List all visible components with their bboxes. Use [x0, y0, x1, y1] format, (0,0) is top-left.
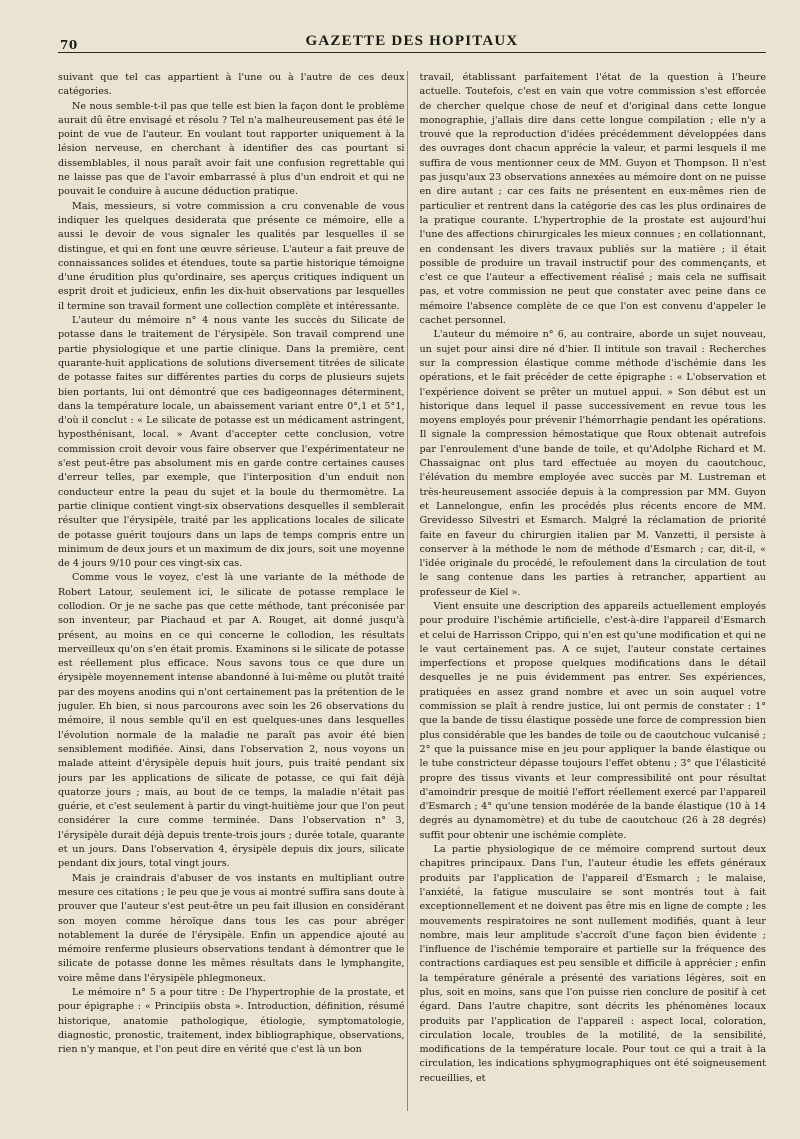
- paragraph: Mais je craindrais d'abuser de vos instants en multipliant outre mesure ces citations ; le peu que je vous ai montré suffira sans doute à prouver que l'auteur s'est peut-être un peu fait illusion en considérant son moyen comme héroïque dans tous les cas pour abréger notablement la durée de l'érysipèle. Enfin un appendice ajouté au mémoire renferme plusieurs observations tendant à démontrer que le silicate de potasse donne les mêmes résultats dans le lymphangite, voire même dans l'érysipèle phlegmoneux.: [58, 872, 405, 984]
- paragraph: travail, établissant parfaitement l'état de la question à l'heure actuelle. Toutefois, c'est en vain que votre commission s'est efforcée de chercher quelque chose de neuf et d'original dans cette longue monographie, j'allais dire dans cette longue compilation ; elle n'y a trouvé que la reproduction d'idées précédemment développées dans des ouvrages dont chacun apprécie la valeur, et parmi lesquels il me suffira de vous mentionner ceux de MM. Guyon et Thompson. Il n'est pas jusqu'aux 23 observations annexées au mémoire dont on ne puisse en dire autant ; car ces faits ne présentent en eux-mêmes rien de particulier et rentrent dans la catégorie des cas les plus ordinaires de la pratique courante. L'hypertrophie de la prostate est aujourd'hui l'une des affections chirurgicales les mieux connues ; en collationnant, en condensant les divers travaux publiés sur la matière ; il était possible de produire un travail instructif pour des commençants, et c'est ce que l'auteur a effectivement réalisé ; mais cela ne suffisait pas, et votre commission ne peut que constater avec peine dans ce mémoire l'absence complète de ce que l'on est convenu d'appeler le cachet personnel.: [419, 72, 766, 327]
- paragraph: Vient ensuite une description des appareils actuellement employés pour produire l'ischémie artificielle, c'est-à-dire l'appareil d'Esmarch et celui de Harrisson Crippo, qui n'en est qu'une modification et qui ne le vaut certainement pas. A ce sujet, l'auteur constate certaines imperfections et propose quelques modifications dans le détail desquelles je ne puis évidemment pas entrer. Ses expériences, pratiquées en assez grand nombre et avec un soin auquel votre commission se plaît à rendre justice, lui ont permis de constater : 1° que la bande de tissu élastique possède une force de compression bien plus considérable que les bandes de toile ou de caoutchouc vulcanisé ; 2° que la puissance mise en jeu pour appliquer la bande élastique ou le tube constricteur dépasse toujours l'effet obtenu ; 3° que l'élasticité propre des tissus vivants et leur compressibilité ont pour résultat d'amoindrir presque de moitié l'effort réellement exercé par l'appareil d'Esmarch ; 4° qu'une tension modérée de la bande élastique (10 à 14 degrés au dynamomètre) et du tube de caoutchouc (26 à 28 degrés) suffit pour obtenir une ischémie complète.: [419, 600, 766, 841]
- paragraph: suivant que tel cas appartient à l'une ou à l'autre de ces deux catégories.: [58, 72, 405, 98]
- paragraph: Comme vous le voyez, c'est là une variante de la méthode de Robert Latour, seulement ici, le silicate de potasse remplace le collodion. Or je ne sache pas que cette méthode, tant préconisée par son inventeur, par Piachaud et par A. Rouget, ait donné jusqu'à présent, au moins en ce qui concerne le collodion, les résultats merveilleux qu'on s'en était promis. Examinons si le silicate de potasse est réellement plus efficace. Nous savons tous ce que dure un érysipèle moyennement intense abandonné à lui-même ou plutôt traité par des moyens anodins qui n'ont certainement pas la prétention de le juguler. Eh bien, si nous parcourons avec soin les 26 observations du mémoire, il nous semble qu'il en est quelques-unes dans lesquelles l'évolution normale de la maladie ne paraît pas avoir été bien sensiblement modifiée. Ainsi, dans l'observation 2, nous voyons un malade atteint d'érysipèle depuis huit jours, puis traité pendant six jours par les applications de silicate de potasse, ce qui fait déjà quatorze jours ; mais, au bout de ce temps, la maladie n'était pas guérie, et c'est seulement à partir du vingt-huitième jour que l'on peut considérer la cure comme terminée. Dans l'observation n° 3, l'érysipèle durait déjà depuis trente-trois jours ; durée totale, quarante et un jours. Dans l'observation 4, érysipèle depuis dix jours, silicate pendant dix jours, total vingt jours.: [58, 572, 405, 870]
- paragraph: Le mémoire n° 5 a pour titre : De l'hypertrophie de la prostate, et pour épigraphe : « Principiis obsta ». Introduction, définition, résumé historique, anatomie pathologique, étiologie, symptomatologie, diagnostic, pronostic, traitement, index bibliographique, observations, rien n'y manque, et l'on peut dire en vérité que c'est là un bon: [58, 987, 405, 1056]
- paragraph: Ne nous semble-t-il pas que telle est bien la façon dont le problème aurait dû être envisagé et résolu ? Tel n'a malheureusement pas été le point de vue de l'auteur. En voulant tout rapporter uniquement à la lésion nerveuse, en cherchant à identifier des cas pourtant si dissemblables, il nous paraît avoir fait une confusion regrettable qui ne laisse pas que de l'avoir embarrassé à plus d'un endroit et qui ne pouvait le conduire à aucune déduction pratique.: [58, 100, 405, 198]
- right-column: [420, 71, 767, 1111]
- text-columns: [58, 71, 766, 1111]
- paragraph: L'auteur du mémoire n° 4 nous vante les succès du Silicate de potasse dans le traitement de l'érysipèle. Son travail comprend une partie physiologique et une partie clinique. Dans la première, cent quarante-huit applications de solutions diversement titrées de silicate de potasse faites sur différentes parties du corps de plusieurs sujets bien portants, lui ont démontré que ces badigeonnages déterminent, dans la température locale, un abaissement variant entre 0°,1 et 5°1, d'où il conclut : « Le silicate de potasse est un médicament astringent, hyposthénisant, local. » Avant d'accepter cette conclusion, votre commission croit devoir vous faire observer que l'expérimentateur ne s'est peut-être pas absolument mis en garde contre certaines causes d'erreur telles, par exemple, que l'interposition d'un enduit non conducteur entre la peau du sujet et la boule du thermomètre. La partie clinique contient vingt-six observations desquelles il semblerait résulter que l'érysipèle, traité par les applications locales de silicate de potasse guérit toujours dans un laps de temps compris entre un minimum de deux jours et un maximum de dix jours, soit une moyenne de 4 jours 9/10 pour ces vingt-six cas.: [58, 315, 405, 570]
- journal-title: GAZETTE DES HOPITAUX: [305, 33, 519, 49]
- paragraph: Mais, messieurs, si votre commission a cru convenable de vous indiquer les quelques desiderata que présente ce mémoire, elle a aussi le devoir de vous signaler les qualités par lesquelles il se distingue, et qui en font une œuvre sérieuse. L'auteur a fait preuve de connaissances solides et étendues, toute sa partie historique témoigne d'une érudition plus qu'ordinaire, ses aperçus critiques indiquent un esprit droit et judicieux, enfin les dix-huit observations par lesquelles il termine son travail forment une collection complète et intéressante.: [58, 200, 405, 312]
- left-column: [58, 71, 408, 1111]
- page-number: 70: [60, 38, 78, 52]
- paragraph: La partie physiologique de ce mémoire comprend surtout deux chapitres principaux. Dans l'un, l'auteur étudie les effets généraux produits par l'application de l'appareil d'Esmarch ; le malaise, l'anxiété, la fatigue musculaire se sont montrés tout à fait exceptionnellement et ne doivent pas être mis en ligne de compte ; les mouvements respiratoires ne sont nullement modifiés, quant à leur nombre, mais leur amplitude s'accroît d'une façon bien évidente ; l'influence de l'ischémie temporaire et partielle sur la fréquence des contractions cardiaques est peu sensible et difficile à apprécier ; enfin la température générale a présenté des variations légères, soit en plus, soit en moins, sans que l'on puisse rien conclure de positif à cet égard. Dans l'autre chapitre, sont décrits les phénomènes locaux produits par l'application de l'appareil : aspect local, coloration, circulation locale, troubles de la motilité, de la sensibilité, modifications de la température locale. Pour tout ce qui a trait à la circulation, les indications sphygmographiques ont été soigneusement recueillies, et: [419, 844, 766, 1084]
- paragraph: L'auteur du mémoire n° 6, au contraire, aborde un sujet nouveau, un sujet pour ainsi dire né d'hier. Il intitule son travail : Recherches sur la compression élastique comme méthode d'ischémie dans les opérations, et le fait précéder de cette épigraphe : « L'observation et l'expérience doivent se prêter un mutuel appui. » Son début est un historique dans lequel il passe successivement en revue tous les moyens employés pour prévenir l'hémorrhagie pendant les opérations. Il signale la compression hémostatique que Roux obtenait autrefois par l'enroulement d'une bande de toile, et qu'Adolphe Richard et M. Chassaignac ont plus tard effectuée au moyen du caoutchouc, l'élévation du membre employée avec succès par M. Lustreman et très-heureusement associée depuis à la compression par MM. Guyon et Lannelongue, enfin les procédés plus récents encore de MM. Grevidesso Silvestri et Esmarch. Malgré la réclamation de priorité faite en faveur du chirurgien italien par M. Vanzetti, il persiste à conserver à la méthode le nom de méthode d'Esmarch ; car, dit-il, « l'idée originale du procédé, le refoulement dans la circulation de tout le sang contenue dans les parties à retrancher, appartient au professeur de Kiel ».: [419, 329, 766, 598]
- page-header: [58, 26, 766, 53]
